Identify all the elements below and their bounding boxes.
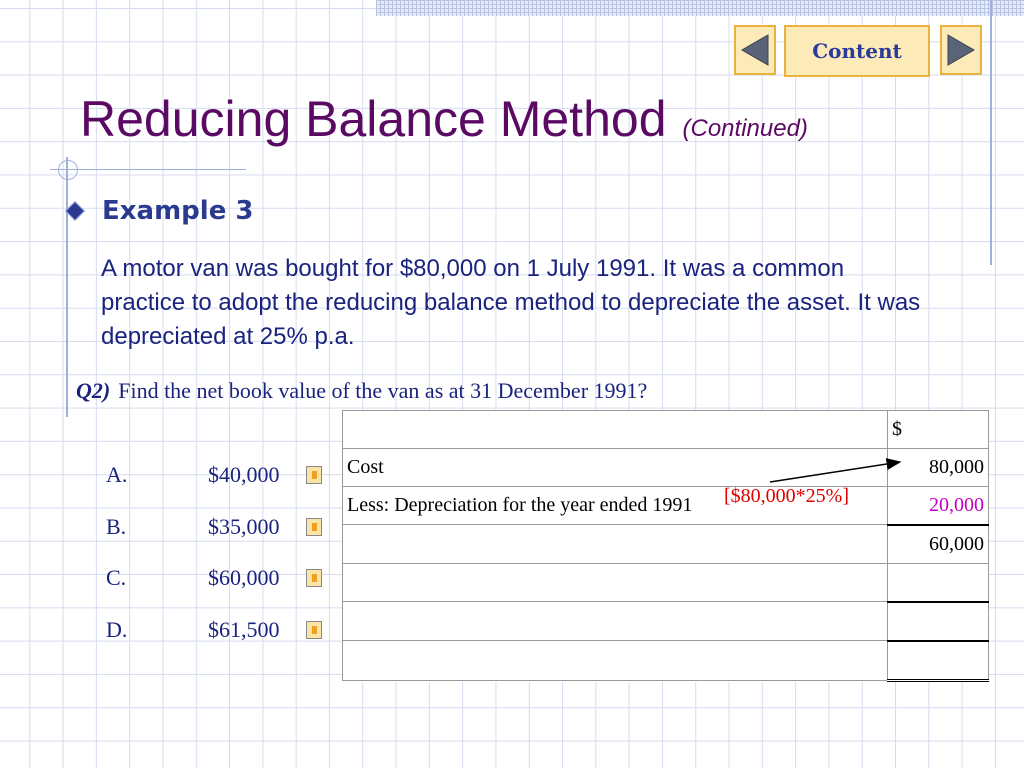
table-cell <box>888 602 989 641</box>
table-cell <box>888 641 989 681</box>
title-subtitle: (Continued) <box>682 115 808 142</box>
choice-a-button[interactable] <box>306 466 322 484</box>
row-label-depreciation: Less: Depreciation for the year ended 1991 <box>343 486 888 524</box>
diamond-bullet-icon <box>65 201 85 221</box>
table-cell <box>343 411 888 449</box>
choice-amount: $35,000 <box>208 514 280 539</box>
title-main: Reducing Balance Method <box>80 91 667 147</box>
question <box>76 378 647 404</box>
table-row <box>343 411 989 449</box>
table-row <box>343 563 989 601</box>
table-row <box>343 525 989 563</box>
decorative-circle <box>58 160 78 180</box>
table-cell <box>343 602 888 641</box>
row-amount-depreciation: 20,000 <box>888 486 989 524</box>
decorative-vertical-line-left <box>66 157 68 417</box>
arrow-icon <box>760 452 910 492</box>
content-button[interactable]: Content <box>784 25 930 77</box>
row-label-nbv <box>343 525 888 563</box>
choice-c-button[interactable] <box>306 569 322 587</box>
page-title <box>80 90 808 148</box>
top-pattern-band <box>376 0 1024 16</box>
choice-b-button[interactable] <box>306 518 322 536</box>
row-label-cost: Cost <box>343 448 888 486</box>
question-label: Q2) <box>76 378 111 403</box>
next-slide-button[interactable] <box>940 25 982 75</box>
table-cell <box>888 563 989 601</box>
ledger-table <box>342 410 989 682</box>
calculation-note: [$80,000*25%] <box>724 485 849 507</box>
decorative-vertical-line <box>990 0 992 265</box>
choice-letter: A. <box>106 462 128 487</box>
problem-statement: A motor van was bought for $80,000 on 1 July 1991. It was a common practice to adopt the reducing balance method to depreciate the asset. It was depreciated at 25% p.a. <box>101 255 921 350</box>
table-cell <box>343 563 888 601</box>
choice-letter: D. <box>106 617 128 642</box>
choice-amount: $60,000 <box>208 565 280 590</box>
row-amount-cost: 80,000 <box>888 448 989 486</box>
choice-d-button[interactable] <box>306 621 322 639</box>
question-text: Find the net book value of the van as at 31 December 1991? <box>118 378 648 403</box>
triangle-right-icon <box>946 33 976 67</box>
table-row <box>343 486 989 524</box>
table-cell <box>343 641 888 681</box>
decorative-horizontal-line <box>50 169 246 170</box>
example-heading: Example 3 <box>102 196 254 226</box>
choice-amount: $61,500 <box>208 617 280 642</box>
choice-letter: C. <box>106 565 127 590</box>
triangle-left-icon <box>740 33 770 67</box>
choice-amount: $40,000 <box>208 462 280 487</box>
table-row <box>343 602 989 641</box>
choice-letter: B. <box>106 514 127 539</box>
prev-slide-button[interactable] <box>734 25 776 75</box>
currency-header: $ <box>888 411 989 449</box>
row-amount-nbv: 60,000 <box>888 525 989 563</box>
table-row <box>343 641 989 681</box>
